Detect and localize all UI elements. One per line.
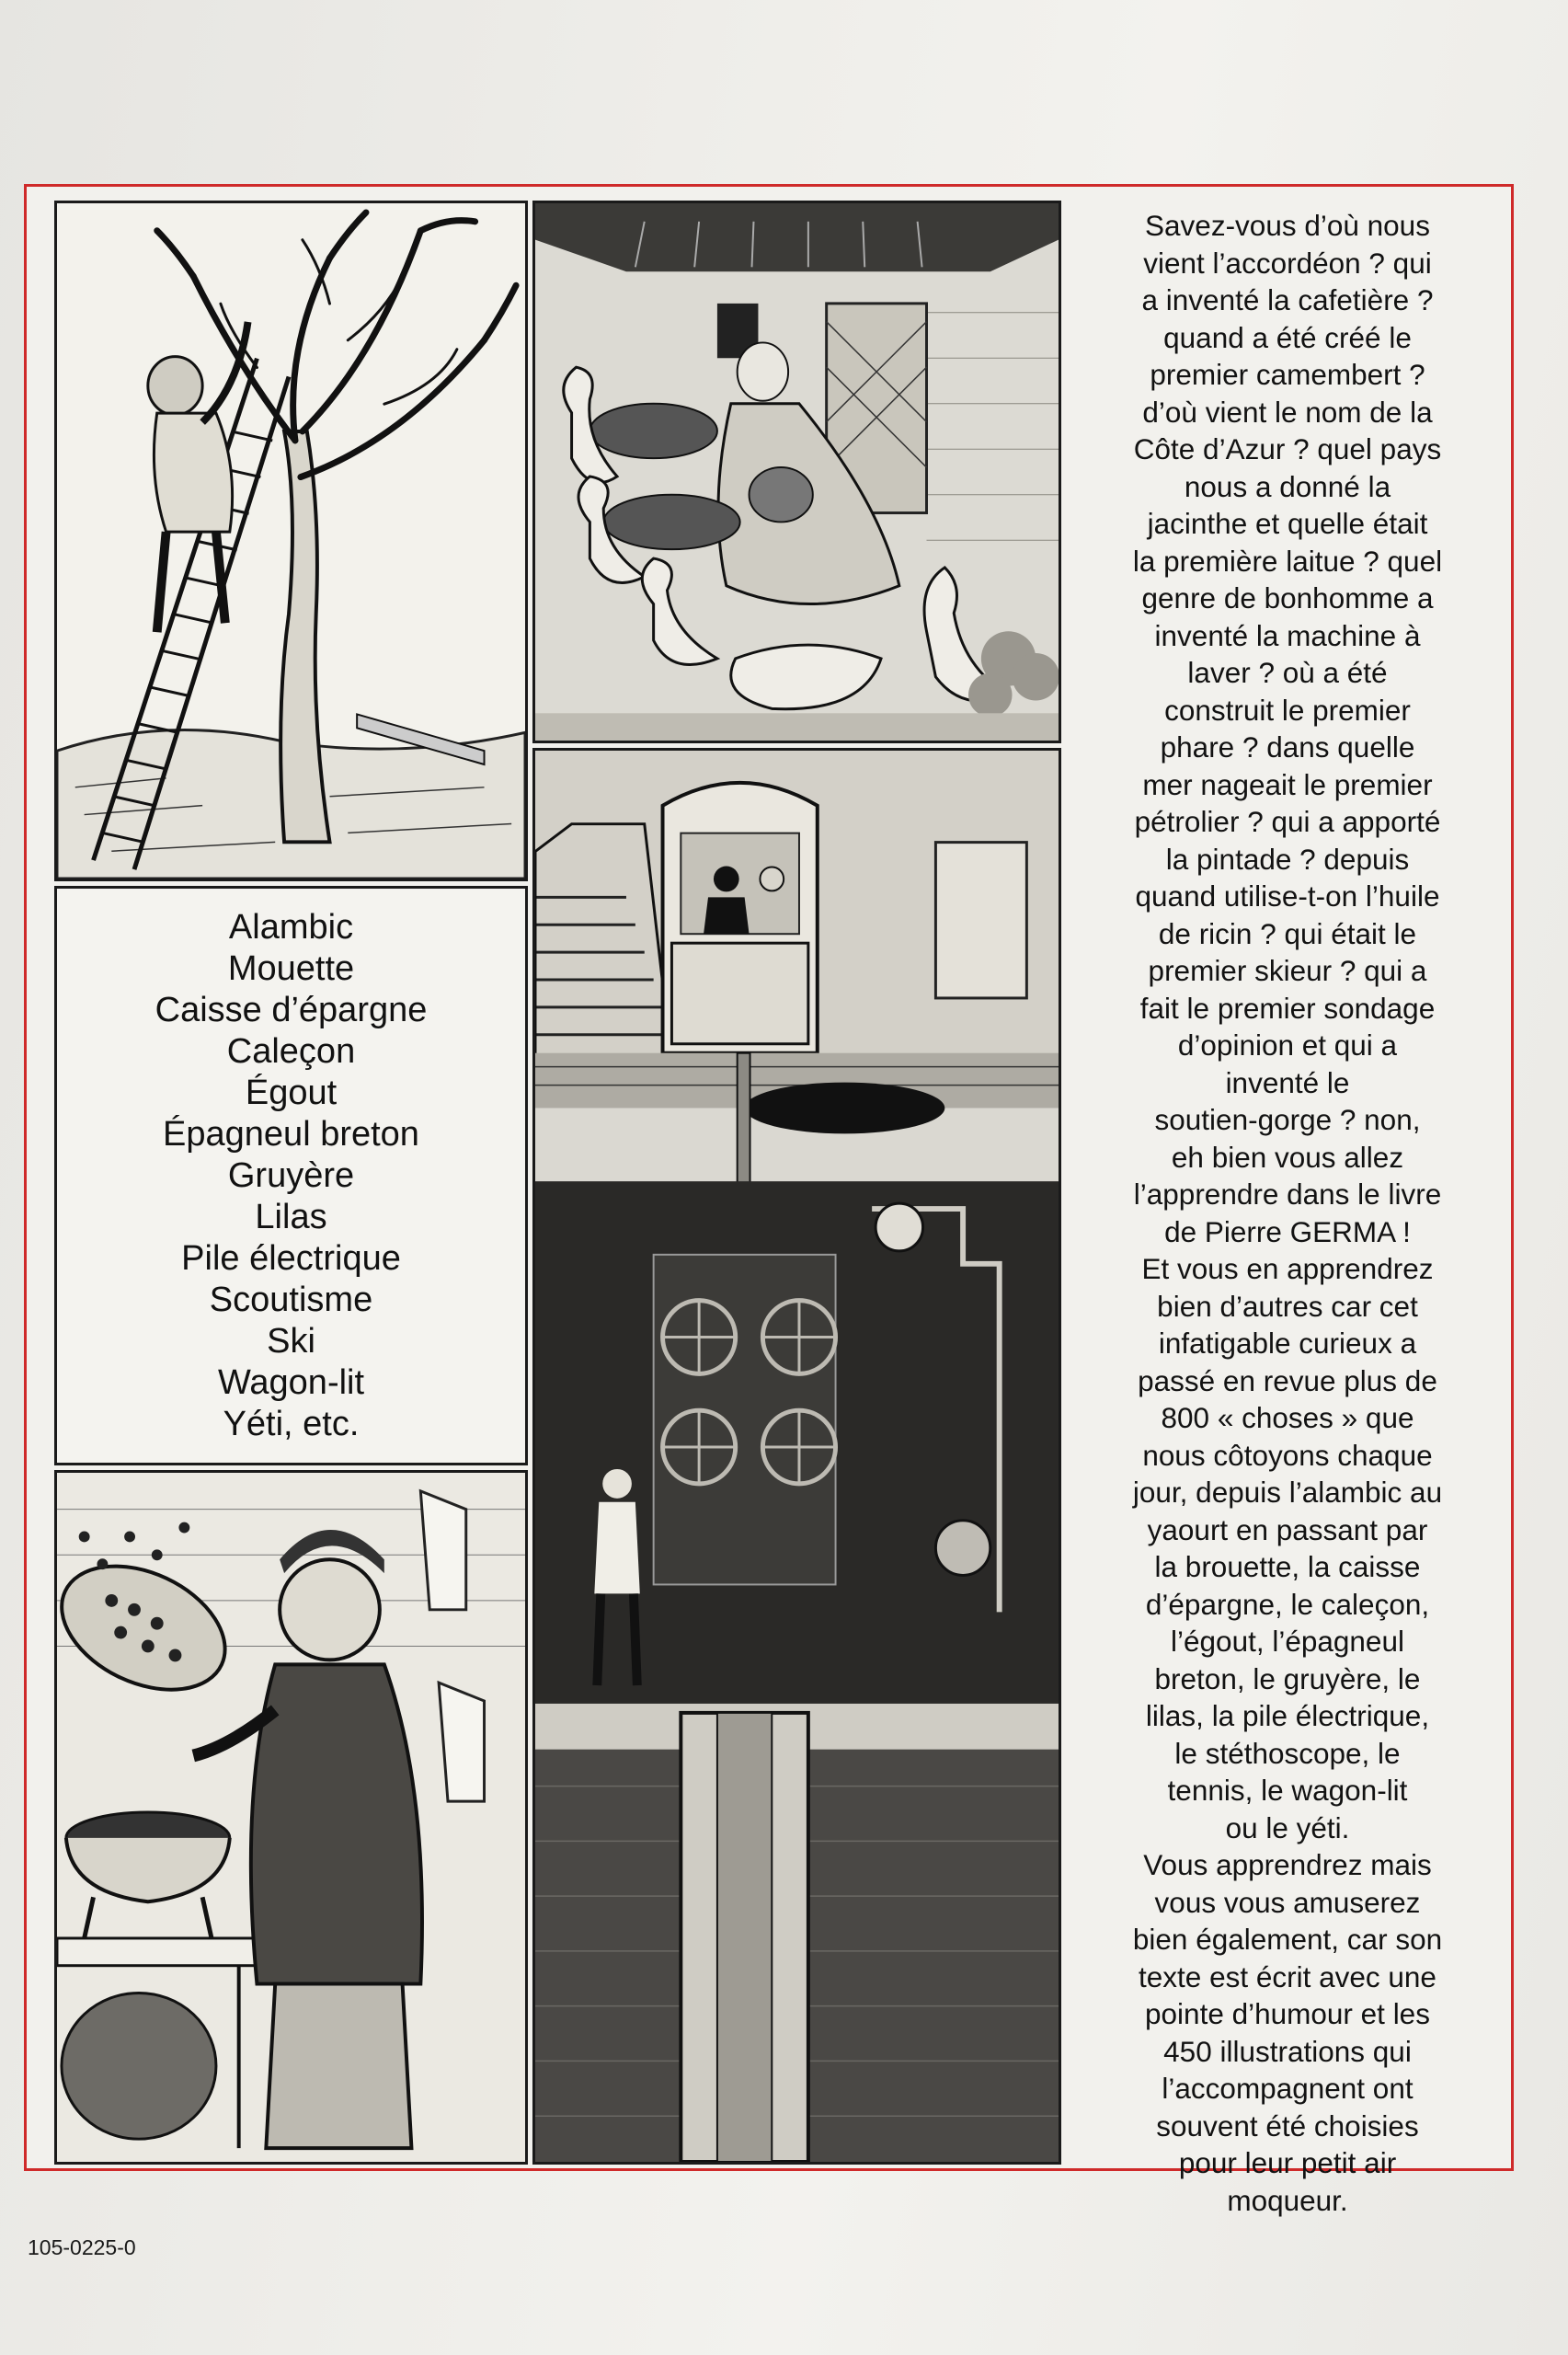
blurb-line: a inventé la cafetière ? [1141, 283, 1434, 316]
blurb-line: infatigable curieux a [1158, 1327, 1417, 1360]
blurb-line: inventé la machine à [1154, 618, 1421, 652]
topics-list [57, 889, 525, 1463]
blurb-line: mer nageait le premier [1142, 767, 1433, 801]
illustration-chestnut-roaster [54, 1470, 528, 2165]
blurb-line: vous vous amuserez [1154, 1885, 1421, 1919]
blurb-line: Vous apprendrez mais [1143, 1848, 1432, 1881]
list-item: Épagneul breton [163, 1114, 419, 1154]
blurb-line: soutien-gorge ? non, [1154, 1103, 1421, 1136]
illustration-hydraulic-elevator [532, 748, 1061, 2165]
blurb-line: ou le yéti. [1225, 1810, 1350, 1844]
red-frame [24, 184, 1514, 2217]
illustration-tree-pruning [54, 201, 528, 881]
blurb-line: phare ? dans quelle [1160, 730, 1415, 764]
blurb-line: l’égout, l’épagneul [1171, 1625, 1404, 1658]
blurb-line: d’épargne, le caleçon, [1145, 1587, 1430, 1621]
blurb-line: jacinthe et quelle était [1147, 507, 1428, 540]
blurb-line: souvent été choisies [1156, 2108, 1419, 2142]
list-item: Lilas [255, 1197, 327, 1236]
isbn-number: 105-0225-0 [28, 2235, 136, 2259]
blurb-line: d’où vient le nom de la [1142, 395, 1433, 429]
blurb-line: bien également, car son [1132, 1923, 1443, 1956]
blurb-line: d’opinion et qui a [1177, 1028, 1398, 1062]
blurb-line: la première laitue ? quel [1132, 544, 1443, 578]
blurb-line: nous a donné la [1184, 469, 1391, 503]
list-item: Scoutisme [209, 1280, 373, 1319]
blurb-line: pour leur petit air [1178, 2146, 1397, 2179]
blurb-line: Côte d’Azur ? quel pays [1133, 432, 1442, 465]
blurb-line: inventé le [1225, 1065, 1350, 1099]
blurb-line: Savez-vous d’où nous [1145, 209, 1430, 242]
blurb-line: l’accompagnent ont [1162, 2072, 1413, 2105]
blurb-line: 450 illustrations qui [1163, 2034, 1412, 2068]
list-item: Mouette [227, 948, 355, 988]
back-cover-blurb [1075, 207, 1500, 2219]
blurb-line: tennis, le wagon-lit [1167, 1774, 1408, 1807]
list-item: Gruyère [227, 1155, 355, 1195]
blurb-line: genre de bonhomme a [1141, 581, 1434, 615]
blurb-line: pétrolier ? qui a apporté [1134, 805, 1441, 838]
blurb-line: bien d’autres car cet [1157, 1289, 1418, 1323]
blurb-line: la brouette, la caisse [1154, 1550, 1421, 1583]
blurb-line: quand a été créé le [1163, 320, 1412, 354]
list-item: Caisse d’épargne [155, 990, 428, 1029]
blurb-line: la pintade ? depuis [1165, 842, 1410, 876]
list-item: Yéti, etc. [223, 1404, 360, 1443]
blurb-line: yaourt en passant par [1147, 1512, 1428, 1546]
list-item: Égout [245, 1073, 338, 1112]
illustration-goose-keeper [532, 201, 1061, 743]
blurb-line: premier camembert ? [1150, 358, 1425, 391]
blurb-line: pointe d’humour et les [1145, 1997, 1430, 2030]
blurb-line: laver ? où a été [1187, 656, 1388, 689]
blurb-line: passé en revue plus de [1138, 1363, 1437, 1397]
list-item: Wagon-lit [217, 1362, 365, 1402]
list-item: Alambic [228, 907, 354, 947]
blurb-line: jour, depuis l’alambic au [1132, 1476, 1443, 1509]
blurb-line: fait le premier sondage [1139, 991, 1436, 1025]
blurb-line: nous côtoyons chaque [1142, 1438, 1433, 1472]
blurb-line: lilas, la pile électrique, [1145, 1699, 1430, 1732]
blurb-line: breton, le gruyère, le [1154, 1661, 1421, 1695]
blurb-line: moqueur. [1227, 2183, 1348, 2217]
list-item: Ski [267, 1321, 315, 1361]
blurb-line: quand utilise-t-on l’huile [1135, 879, 1440, 913]
blurb-line: premier skieur ? qui a [1148, 954, 1427, 987]
blurb-line: Et vous en apprendrez [1141, 1252, 1434, 1285]
blurb-line: l’apprendre dans le livre [1133, 1178, 1442, 1211]
blurb-line: le stéthoscope, le [1174, 1736, 1401, 1770]
blurb-line: 800 « choses » que [1161, 1401, 1414, 1434]
blurb-line: texte est écrit avec une [1139, 1959, 1436, 1993]
topics-list-panel [54, 886, 528, 1465]
blurb-line: de Pierre GERMA ! [1164, 1214, 1411, 1248]
list-item: Caleçon [226, 1031, 356, 1071]
blurb-line: vient l’accordéon ? qui [1143, 246, 1432, 280]
blurb-line: eh bien vous allez [1171, 1140, 1404, 1174]
blurb-line: de ricin ? qui était le [1158, 916, 1417, 950]
blurb-line: construit le premier [1164, 693, 1411, 727]
list-item: Pile électrique [181, 1238, 401, 1278]
